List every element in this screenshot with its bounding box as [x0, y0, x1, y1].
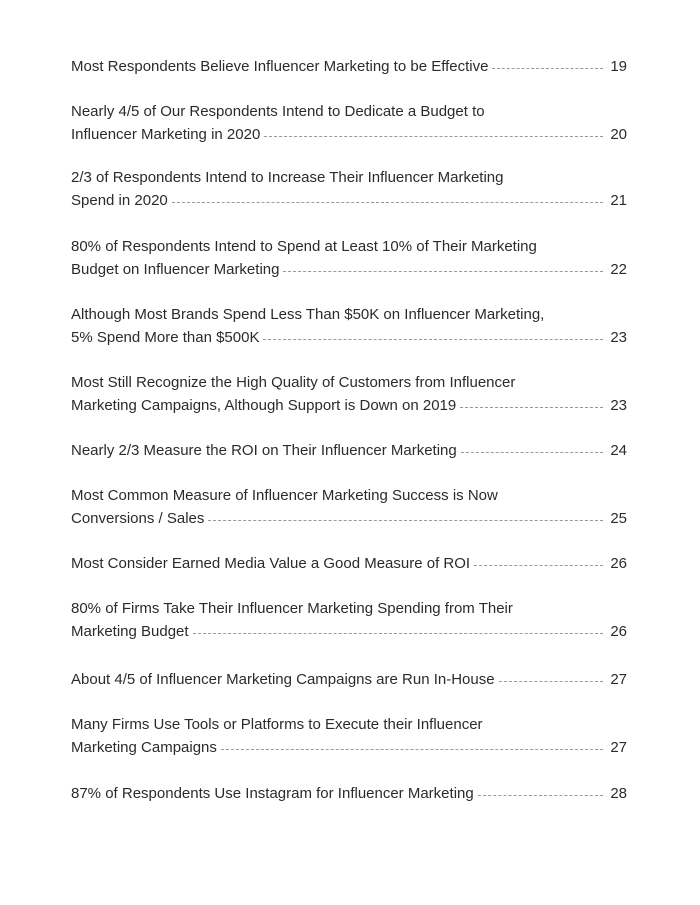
toc-entry-title: About 4/5 of Influencer Marketing Campaigns are Run In-House: [71, 671, 495, 688]
toc-entry-title: Most Common Measure of Influencer Marketing Success is Now: [71, 487, 498, 504]
toc-page-number: 25: [610, 510, 627, 527]
toc-page-number: 27: [610, 739, 627, 756]
toc-entry[interactable]: [71, 597, 627, 643]
toc-entry-line: [71, 484, 627, 507]
toc-entry-title: 5% Spend More than $500K: [71, 329, 260, 346]
toc-entry-line: [71, 668, 627, 691]
toc-entry-title: Spend in 2020: [71, 192, 168, 209]
toc-entry-line: [71, 439, 627, 462]
toc-entry-line: [71, 189, 627, 212]
dotted-leader: [193, 632, 603, 634]
toc-page-number: 23: [610, 329, 627, 346]
toc-entry-title: Most Consider Earned Media Value a Good Measure of ROI: [71, 555, 471, 572]
toc-entry-line: [71, 371, 627, 394]
toc-entry[interactable]: [71, 484, 627, 530]
toc-entry[interactable]: [71, 371, 627, 417]
toc-entry-line: [71, 782, 627, 805]
toc-entry-title: Marketing Campaigns: [71, 739, 217, 756]
toc-entry[interactable]: [71, 552, 627, 575]
toc-entry[interactable]: [71, 235, 627, 281]
toc-entry-line: [71, 394, 627, 417]
dotted-leader: [283, 270, 603, 272]
toc-entry-line: [71, 123, 627, 146]
toc-entry-line: [71, 597, 627, 620]
toc-page-number: 24: [610, 442, 627, 459]
toc-entry-title: Nearly 4/5 of Our Respondents Intend to Dedicate a Budget to: [71, 103, 485, 120]
toc-entry-line: [71, 552, 627, 575]
toc-entry-title: 80% of Firms Take Their Influencer Marketing Spending from Their: [71, 600, 513, 617]
toc-entry-title: Nearly 2/3 Measure the ROI on Their Influencer Marketing: [71, 442, 457, 459]
toc-entry-line: [71, 620, 627, 643]
table-of-contents: [71, 55, 627, 805]
toc-entry-line: [71, 258, 627, 281]
toc-entry-line: [71, 166, 627, 189]
toc-entry-line: [71, 235, 627, 258]
toc-page-number: 21: [610, 192, 627, 209]
toc-page-number: 28: [610, 785, 627, 802]
toc-entry-line: [71, 713, 627, 736]
dotted-leader: [172, 201, 603, 203]
toc-entry-title: Most Respondents Believe Influencer Marketing to be Effective: [71, 58, 489, 75]
toc-entry[interactable]: [71, 100, 627, 146]
toc-entry[interactable]: [71, 668, 627, 691]
toc-entry-title: 87% of Respondents Use Instagram for Influencer Marketing: [71, 785, 474, 802]
toc-page-number: 23: [610, 397, 627, 414]
toc-entry-title: Most Still Recognize the High Quality of Customers from Influencer: [71, 374, 516, 391]
toc-entry-title: 80% of Respondents Intend to Spend at Least 10% of Their Marketing: [71, 238, 537, 255]
toc-page-number: 20: [610, 126, 627, 143]
toc-entry-title: Marketing Budget: [71, 623, 189, 640]
dotted-leader: [264, 135, 603, 137]
toc-entry-title: Although Most Brands Spend Less Than $50K on Influencer Marketing,: [71, 306, 545, 323]
toc-entry[interactable]: [71, 782, 627, 805]
toc-entry-line: [71, 100, 627, 123]
dotted-leader: [499, 680, 603, 682]
toc-entry-line: [71, 55, 627, 78]
toc-entry[interactable]: [71, 55, 627, 78]
toc-entry-title: Many Firms Use Tools or Platforms to Execute their Influencer: [71, 716, 483, 733]
toc-entry-line: [71, 326, 627, 349]
dotted-leader: [221, 748, 603, 750]
toc-entry-title: Influencer Marketing in 2020: [71, 126, 261, 143]
toc-entry-title: Budget on Influencer Marketing: [71, 261, 280, 278]
toc-page-number: 26: [610, 623, 627, 640]
toc-entry-line: [71, 303, 627, 326]
toc-page-number: 27: [610, 671, 627, 688]
toc-page-number: 19: [610, 58, 627, 75]
toc-entry-title: Conversions / Sales: [71, 510, 205, 527]
dotted-leader: [461, 451, 603, 453]
toc-page-number: 26: [610, 555, 627, 572]
dotted-leader: [492, 67, 603, 69]
dotted-leader: [263, 338, 603, 340]
toc-entry-line: [71, 736, 627, 759]
toc-entry-title: Marketing Campaigns, Although Support is Down on 2019: [71, 397, 457, 414]
dotted-leader: [460, 406, 603, 408]
toc-entry[interactable]: [71, 166, 627, 212]
toc-entry-title: 2/3 of Respondents Intend to Increase Their Influencer Marketing: [71, 169, 504, 186]
toc-entry[interactable]: [71, 439, 627, 462]
toc-entry[interactable]: [71, 713, 627, 759]
dotted-leader: [478, 794, 603, 796]
toc-entry[interactable]: [71, 303, 627, 349]
toc-entry-line: [71, 507, 627, 530]
dotted-leader: [208, 519, 603, 521]
dotted-leader: [474, 564, 603, 566]
toc-page-number: 22: [610, 261, 627, 278]
